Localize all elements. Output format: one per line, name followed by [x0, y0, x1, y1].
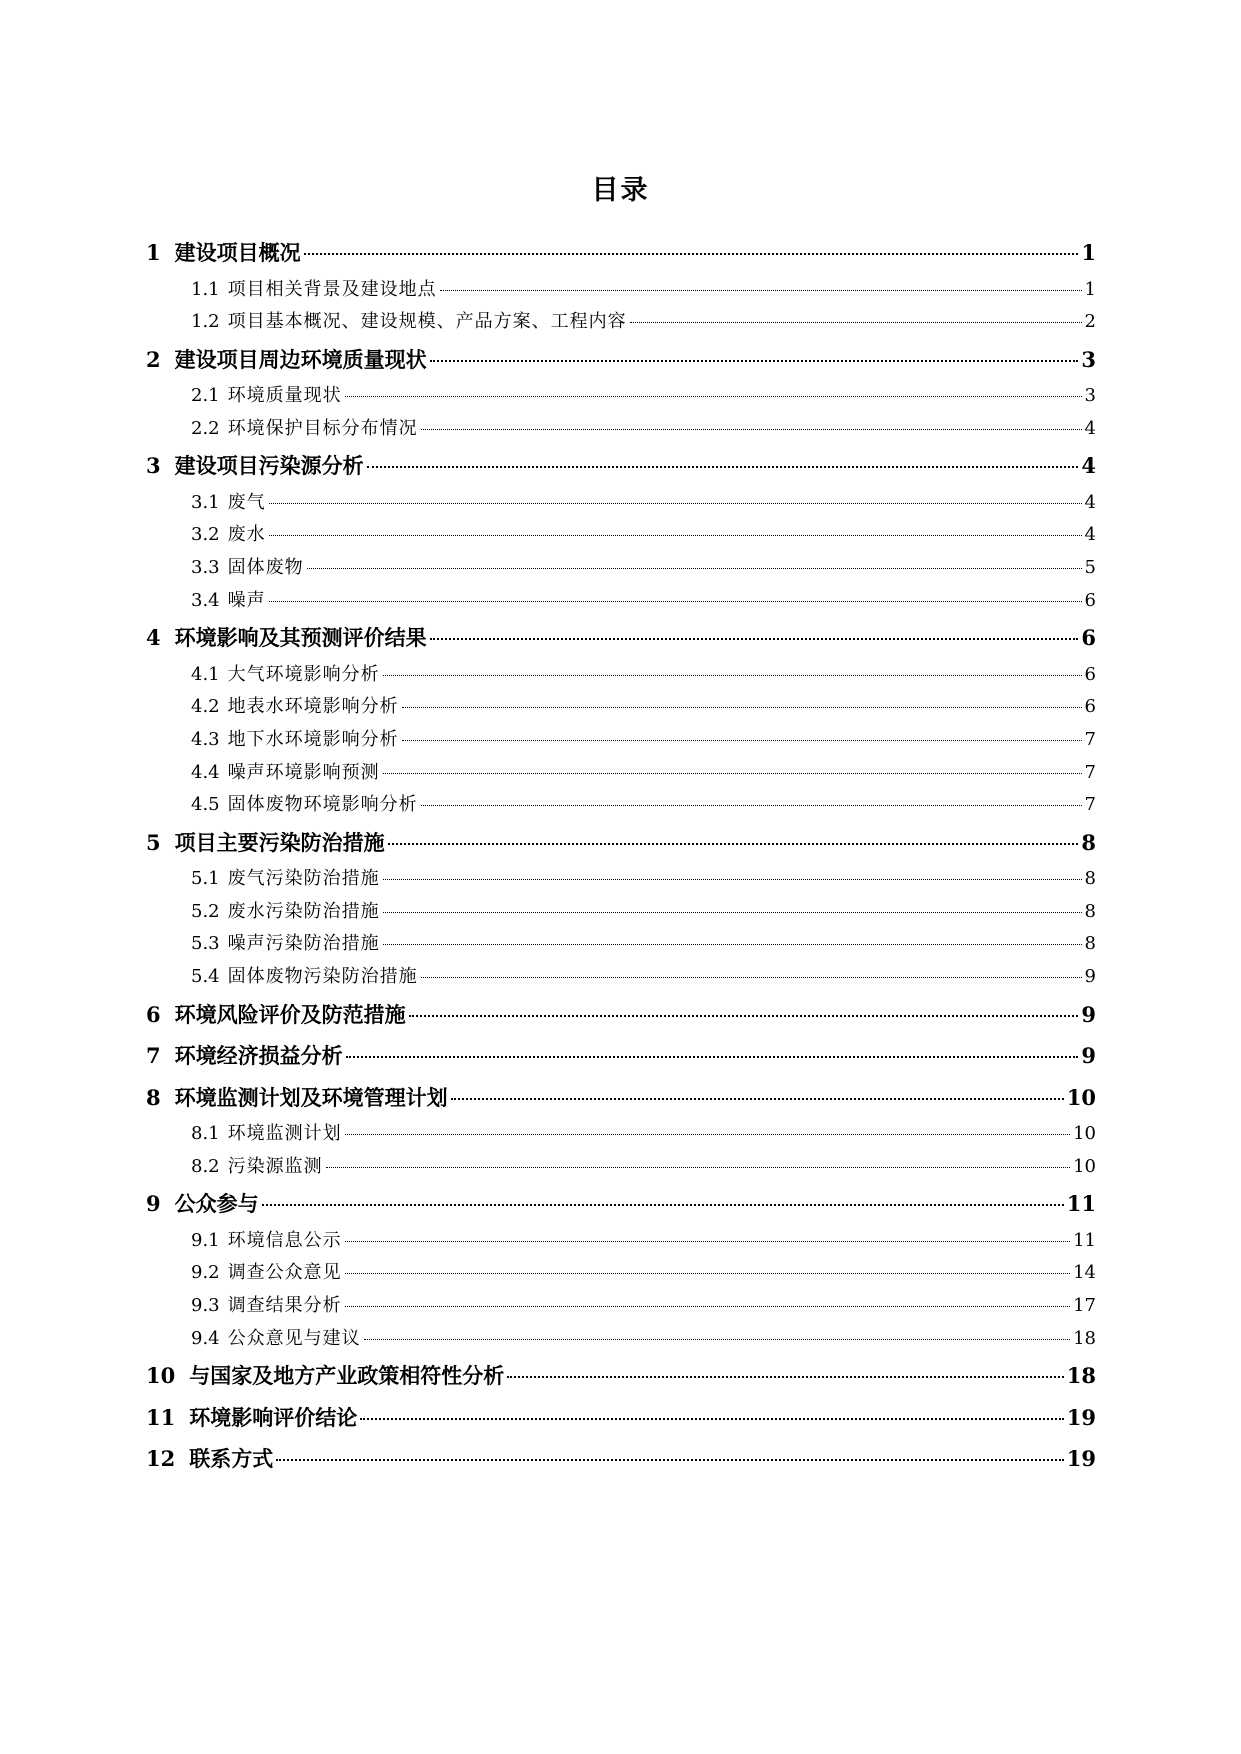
toc-entry-label: 项目基本概况、建设规模、产品方案、工程内容 — [227, 311, 627, 333]
toc-section-entry[interactable] — [146, 413, 1096, 446]
toc-chapter-entry[interactable] — [146, 1355, 1096, 1397]
toc-page-number: 8 — [1084, 900, 1096, 922]
toc-page-number: 19 — [1066, 1446, 1096, 1472]
toc-entry-number: 9 — [146, 1191, 161, 1217]
toc-dot-leader — [451, 1098, 1064, 1100]
toc-entry-label: 公众意见与建议 — [227, 1327, 361, 1349]
toc-page-number: 7 — [1084, 761, 1096, 783]
toc-entry-label: 地表水环境影响分析 — [227, 696, 399, 718]
toc-page-number: 3 — [1084, 385, 1096, 407]
toc-entry-label: 与国家及地方产业政策相符性分析 — [189, 1363, 505, 1389]
toc-entry-label: 固体废物 — [227, 557, 304, 579]
toc-entry-label: 环境影响及其预测评价结果 — [174, 625, 427, 651]
toc-page-number: 4 — [1084, 491, 1096, 513]
toc-dot-leader — [269, 535, 1082, 536]
toc-entry-label: 项目相关背景及建设地点 — [227, 278, 437, 300]
toc-section-entry[interactable] — [146, 961, 1096, 994]
toc-dot-leader — [630, 322, 1082, 323]
toc-entry-label: 环境监测计划 — [227, 1123, 342, 1145]
toc-entry-label: 噪声环境影响预测 — [227, 761, 380, 783]
toc-page-number: 7 — [1084, 794, 1096, 816]
toc-page-number: 11 — [1073, 1229, 1096, 1251]
toc-dot-leader — [383, 879, 1082, 880]
toc-dot-leader — [262, 1204, 1064, 1206]
toc-section-entry[interactable] — [146, 1290, 1096, 1323]
toc-dot-leader — [388, 843, 1079, 845]
toc-dot-leader — [360, 1418, 1064, 1420]
toc-dot-leader — [304, 253, 1079, 255]
toc-section-entry[interactable] — [146, 789, 1096, 822]
toc-section-entry[interactable] — [146, 659, 1096, 692]
toc-entry-number: 9.1 — [191, 1229, 220, 1251]
toc-section-entry[interactable] — [146, 585, 1096, 618]
toc-entry-label: 建设项目周边环境质量现状 — [174, 346, 427, 372]
toc-chapter-entry[interactable] — [146, 822, 1096, 864]
toc-entry-number: 4.4 — [191, 761, 220, 783]
toc-dot-leader — [345, 396, 1082, 397]
toc-entry-number: 3.4 — [191, 589, 220, 611]
page-title: 目录 — [591, 175, 650, 206]
toc-entry-number: 1.2 — [191, 311, 220, 333]
toc-entry-number: 9.3 — [191, 1294, 220, 1316]
toc-entry-label: 项目主要污染防治措施 — [174, 829, 385, 855]
toc-entry-label: 废水 — [227, 524, 266, 546]
toc-section-entry[interactable] — [146, 1323, 1096, 1356]
toc-section-entry[interactable] — [146, 487, 1096, 520]
toc-entry-number: 7 — [146, 1043, 161, 1069]
toc-page-number: 9 — [1084, 966, 1096, 987]
toc-dot-leader — [421, 977, 1082, 978]
toc-page-number: 6 — [1084, 696, 1096, 718]
toc-entry-number: 3 — [146, 453, 161, 479]
toc-dot-leader — [345, 1273, 1070, 1274]
toc-entry-number: 5.3 — [191, 933, 220, 955]
toc-dot-leader — [409, 1015, 1079, 1017]
toc-section-entry[interactable] — [146, 863, 1096, 896]
toc-chapter-entry[interactable] — [146, 617, 1096, 659]
toc-chapter-entry[interactable] — [146, 994, 1096, 1036]
toc-entry-number: 5.1 — [191, 868, 220, 890]
toc-entry-label: 环境质量现状 — [227, 385, 342, 407]
toc-entry-number: 6 — [146, 1001, 161, 1027]
toc-entry-number: 1.1 — [191, 278, 220, 300]
toc-section-entry[interactable] — [146, 306, 1096, 339]
toc-page-number: 1 — [1084, 278, 1096, 300]
toc-entry-number: 4 — [146, 625, 161, 651]
toc-section-entry[interactable] — [146, 724, 1096, 757]
toc-entry-number: 8.2 — [191, 1155, 220, 1177]
toc-entry-number: 8.1 — [191, 1123, 220, 1145]
toc-entry-label: 联系方式 — [189, 1446, 274, 1472]
toc-entry-label: 环境监测计划及环境管理计划 — [174, 1084, 448, 1110]
toc-entry-number: 4.1 — [191, 663, 220, 685]
toc-page-number: 17 — [1073, 1294, 1096, 1316]
toc-entry-label: 建设项目概况 — [174, 240, 301, 265]
toc-entry-label: 废水污染防治措施 — [227, 900, 380, 922]
toc-dot-leader — [307, 568, 1082, 569]
toc-entry-label: 环境经济损益分析 — [174, 1043, 343, 1069]
toc-dot-leader — [383, 944, 1082, 945]
toc-page-number: 3 — [1081, 346, 1096, 372]
toc-entry-number: 4.3 — [191, 728, 220, 750]
toc-entry-number: 11 — [146, 1404, 176, 1430]
toc-page-number: 10 — [1073, 1155, 1096, 1177]
toc-chapter-entry[interactable] — [146, 339, 1096, 381]
toc-page-number: 2 — [1084, 311, 1096, 333]
toc-dot-leader — [345, 1134, 1070, 1135]
toc-page-number: 5 — [1084, 557, 1096, 579]
toc-entry-label: 噪声 — [227, 589, 266, 611]
toc-entry-label: 废气污染防治措施 — [227, 868, 380, 890]
toc-chapter-entry[interactable] — [146, 1183, 1096, 1225]
toc-page-number: 10 — [1066, 1084, 1096, 1110]
toc-dot-leader — [345, 1241, 1070, 1242]
toc-entry-number: 1 — [146, 240, 161, 265]
toc-dot-leader — [367, 466, 1079, 468]
toc-entry-number: 9.4 — [191, 1327, 220, 1349]
toc-page-number: 6 — [1084, 663, 1096, 685]
toc-page-number: 4 — [1081, 453, 1096, 479]
toc-section-entry[interactable] — [146, 691, 1096, 724]
toc-entry-label: 建设项目污染源分析 — [174, 453, 364, 479]
toc-page-number: 11 — [1066, 1191, 1096, 1217]
toc-dot-leader — [383, 773, 1082, 774]
toc-dot-leader — [383, 912, 1082, 913]
toc-page-number: 4 — [1084, 417, 1096, 439]
toc-dot-leader — [383, 675, 1082, 676]
toc-entry-label: 固体废物污染防治措施 — [227, 966, 418, 987]
toc-entry-number: 4.5 — [191, 794, 220, 816]
toc-entry-label: 环境风险评价及防范措施 — [174, 1001, 406, 1027]
toc-page-number: 9 — [1081, 1001, 1096, 1027]
toc-dot-leader — [421, 429, 1082, 430]
toc-page-number: 8 — [1084, 868, 1096, 890]
toc-entry-number: 4.2 — [191, 696, 220, 718]
toc-entry-number: 10 — [146, 1363, 176, 1389]
toc-page-number: 18 — [1073, 1327, 1096, 1349]
toc-entry-label: 废气 — [227, 491, 266, 513]
toc-dot-leader — [326, 1167, 1070, 1168]
toc-section-entry[interactable] — [146, 1257, 1096, 1290]
toc-dot-leader — [440, 290, 1082, 291]
toc-entry-label: 公众参与 — [174, 1191, 259, 1217]
toc-entry-number: 2.1 — [191, 385, 220, 407]
toc-entry-number: 2.2 — [191, 417, 220, 439]
toc-entry-number: 3.2 — [191, 524, 220, 546]
toc-entry-label: 固体废物环境影响分析 — [227, 794, 418, 816]
toc-dot-leader — [345, 1306, 1070, 1307]
toc-entry-number: 3.1 — [191, 491, 220, 513]
toc-entry-label: 环境信息公示 — [227, 1229, 342, 1251]
toc-page-number: 6 — [1084, 589, 1096, 611]
toc-entry-label: 调查公众意见 — [227, 1262, 342, 1284]
toc-page-number: 1 — [1081, 240, 1096, 265]
toc-dot-leader — [430, 638, 1079, 640]
toc-entry-number: 5.4 — [191, 966, 220, 987]
toc-entry-label: 环境保护目标分布情况 — [227, 417, 418, 439]
table-of-contents — [146, 232, 1096, 1480]
toc-entry-number: 12 — [146, 1446, 176, 1472]
toc-chapter-entry[interactable] — [146, 1397, 1096, 1439]
toc-entry-label: 噪声污染防治措施 — [227, 933, 380, 955]
toc-section-entry[interactable] — [146, 896, 1096, 929]
toc-section-entry[interactable] — [146, 757, 1096, 790]
toc-dot-leader — [269, 503, 1082, 504]
toc-entry-label: 污染源监测 — [227, 1155, 323, 1177]
toc-section-entry[interactable] — [146, 1225, 1096, 1258]
toc-page-number: 19 — [1066, 1404, 1096, 1430]
toc-section-entry[interactable] — [146, 274, 1096, 307]
toc-entry-number: 9.2 — [191, 1262, 220, 1284]
toc-chapter-entry[interactable] — [146, 1438, 1096, 1480]
toc-dot-leader — [402, 740, 1082, 741]
toc-section-entry[interactable] — [146, 552, 1096, 585]
toc-entry-label: 调查结果分析 — [227, 1294, 342, 1316]
toc-entry-number: 3.3 — [191, 557, 220, 579]
toc-section-entry[interactable] — [146, 1118, 1096, 1151]
toc-page-number: 9 — [1081, 1043, 1096, 1069]
toc-dot-leader — [346, 1056, 1079, 1058]
toc-chapter-entry[interactable] — [146, 1035, 1096, 1077]
toc-chapter-entry[interactable] — [146, 232, 1096, 274]
toc-section-entry[interactable] — [146, 1151, 1096, 1184]
toc-section-entry[interactable] — [146, 519, 1096, 552]
toc-dot-leader — [421, 805, 1082, 806]
toc-dot-leader — [269, 601, 1082, 602]
toc-chapter-entry[interactable] — [146, 445, 1096, 487]
toc-page-number: 7 — [1084, 728, 1096, 750]
toc-section-entry[interactable] — [146, 380, 1096, 413]
toc-page-number: 8 — [1084, 933, 1096, 955]
toc-section-entry[interactable] — [146, 928, 1096, 961]
toc-entry-number: 5 — [146, 829, 161, 855]
toc-chapter-entry[interactable] — [146, 1077, 1096, 1119]
toc-entry-number: 8 — [146, 1084, 161, 1110]
toc-page-number: 18 — [1066, 1363, 1096, 1389]
toc-entry-label: 地下水环境影响分析 — [227, 728, 399, 750]
toc-dot-leader — [276, 1459, 1064, 1461]
toc-entry-number: 2 — [146, 346, 161, 372]
toc-dot-leader — [364, 1339, 1070, 1340]
toc-dot-leader — [507, 1376, 1064, 1378]
toc-page-number: 4 — [1084, 524, 1096, 546]
toc-page-number: 6 — [1081, 625, 1096, 651]
toc-entry-label: 大气环境影响分析 — [227, 663, 380, 685]
toc-dot-leader — [402, 707, 1082, 708]
toc-dot-leader — [430, 360, 1079, 362]
toc-page-number: 14 — [1073, 1262, 1096, 1284]
toc-entry-number: 5.2 — [191, 900, 220, 922]
toc-entry-label: 环境影响评价结论 — [189, 1404, 358, 1430]
toc-page-number: 10 — [1073, 1123, 1096, 1145]
toc-page-number: 8 — [1081, 829, 1096, 855]
